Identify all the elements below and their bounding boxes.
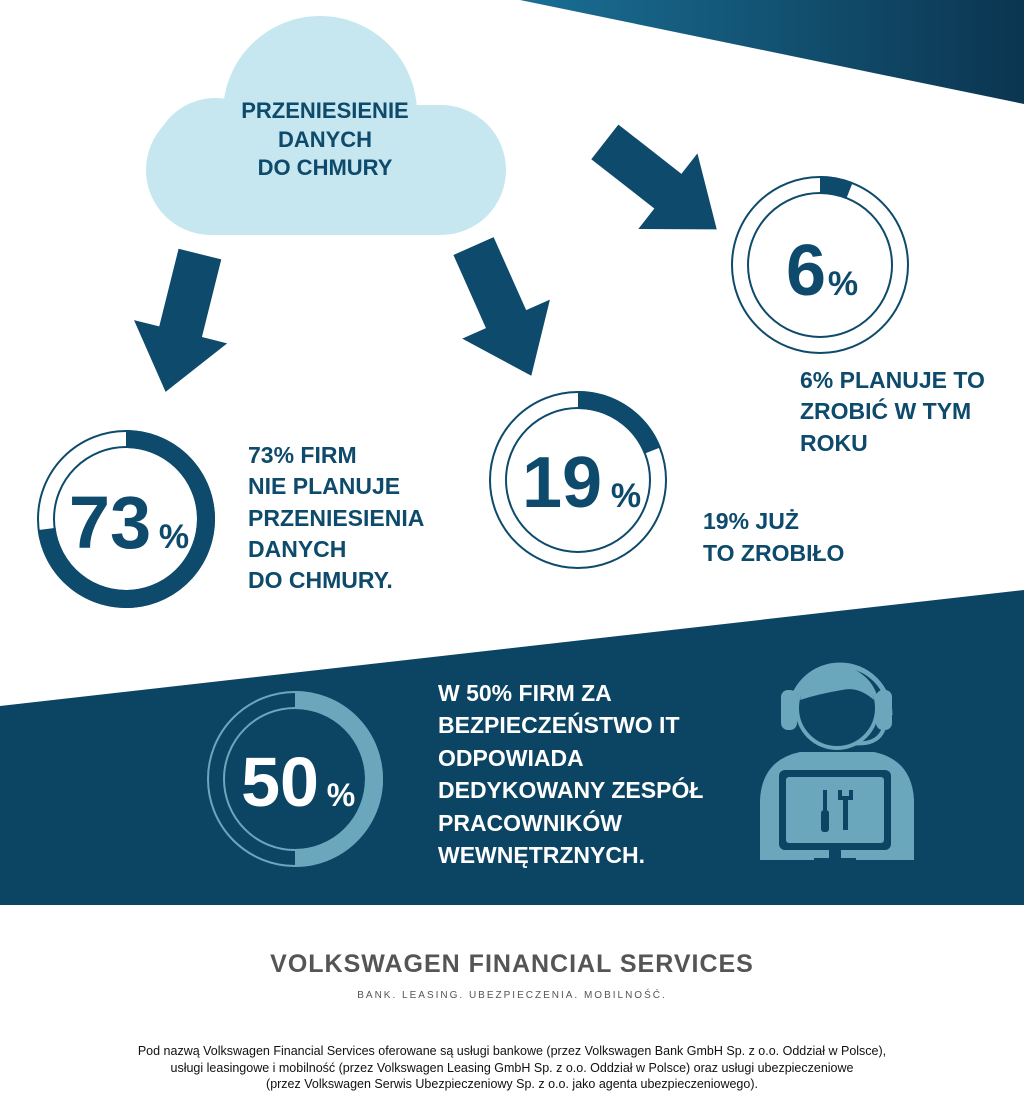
caption-line: ODPOWIADA <box>438 744 584 771</box>
stat-6-percent: % <box>827 265 859 303</box>
disclaimer-line: (przez Volkswagen Serwis Ubezpieczeniowy Sp. z o.o. jako agenta ubezpieczeniowego). <box>266 1077 758 1091</box>
caption-line: TO ZROBIŁO <box>703 540 845 567</box>
caption-line: DO CHMURY. <box>248 567 393 594</box>
stat-50-percent: % <box>326 777 356 813</box>
stat-6-number: 6 <box>785 231 827 311</box>
caption-line: NIE PLANUJE <box>248 473 401 500</box>
caption-line: ZROBIĆ W TYM <box>800 398 972 425</box>
caption-line: PRACOWNIKÓW <box>438 809 622 836</box>
cloud-label-line: DANYCH <box>277 126 373 152</box>
cloud-label <box>185 97 465 183</box>
arrow-icon <box>575 104 746 267</box>
stat-73-percent: % <box>158 518 190 556</box>
disclaimer-line: usługi leasingowe i mobilność (przez Volkswagen Leasing GmbH Sp. z o.o. Oddział w Polsce) oraz usługi ubezpieczeniowe <box>170 1060 854 1075</box>
caption-line: DEDYKOWANY ZESPÓŁ <box>438 777 704 804</box>
brand-name: VOLKSWAGEN FINANCIAL SERVICES <box>270 950 754 978</box>
caption-line: WEWNĘTRZNYCH. <box>438 842 645 869</box>
stat-19-percent: % <box>610 477 642 515</box>
stat-50-number: 50 <box>241 743 319 821</box>
caption-line: 19% JUŻ <box>703 508 799 534</box>
stat-19-caption <box>703 505 844 569</box>
stat-50-caption <box>438 677 703 872</box>
stat-73-number: 73 <box>68 481 152 564</box>
caption-line: 6% PLANUJE TO <box>800 367 985 393</box>
cloud-label-line: PRZENIESIENIE <box>241 98 409 123</box>
donut-73 <box>38 431 214 607</box>
caption-line: DANYCH <box>248 535 347 562</box>
caption-line: ROKU <box>800 429 868 456</box>
donut-6 <box>732 177 908 353</box>
corner-accent <box>520 0 1024 104</box>
stat-6-caption <box>800 365 985 459</box>
stat-19-number: 19 <box>521 443 603 523</box>
arrow-icon <box>119 242 247 403</box>
disclaimer-line: Pod nazwą Volkswagen Financial Services oferowane są usługi bankowe (przez Volkswagen Bank GmbH Sp. z o.o. Oddział w Polsce), <box>137 1044 887 1058</box>
donut-arc-6 <box>820 185 849 191</box>
stat-73-caption <box>248 440 424 596</box>
legal-disclaimer <box>60 1043 964 1093</box>
donut-19 <box>490 392 666 568</box>
caption-line: W 50% FIRM ZA <box>438 680 612 706</box>
caption-line: BEZPIECZEŃSTWO IT <box>438 712 680 739</box>
caption-line: 73% FIRM <box>248 442 357 468</box>
cloud-label-line: DO CHMURY <box>257 155 393 181</box>
arrow-icon <box>430 227 575 396</box>
caption-line: PRZENIESIENIA <box>248 504 425 531</box>
brand-tagline: BANK. LEASING. UBEZPIECZENIA. MOBILNOŚĆ. <box>357 990 667 1001</box>
support-agent-icon <box>760 665 914 863</box>
